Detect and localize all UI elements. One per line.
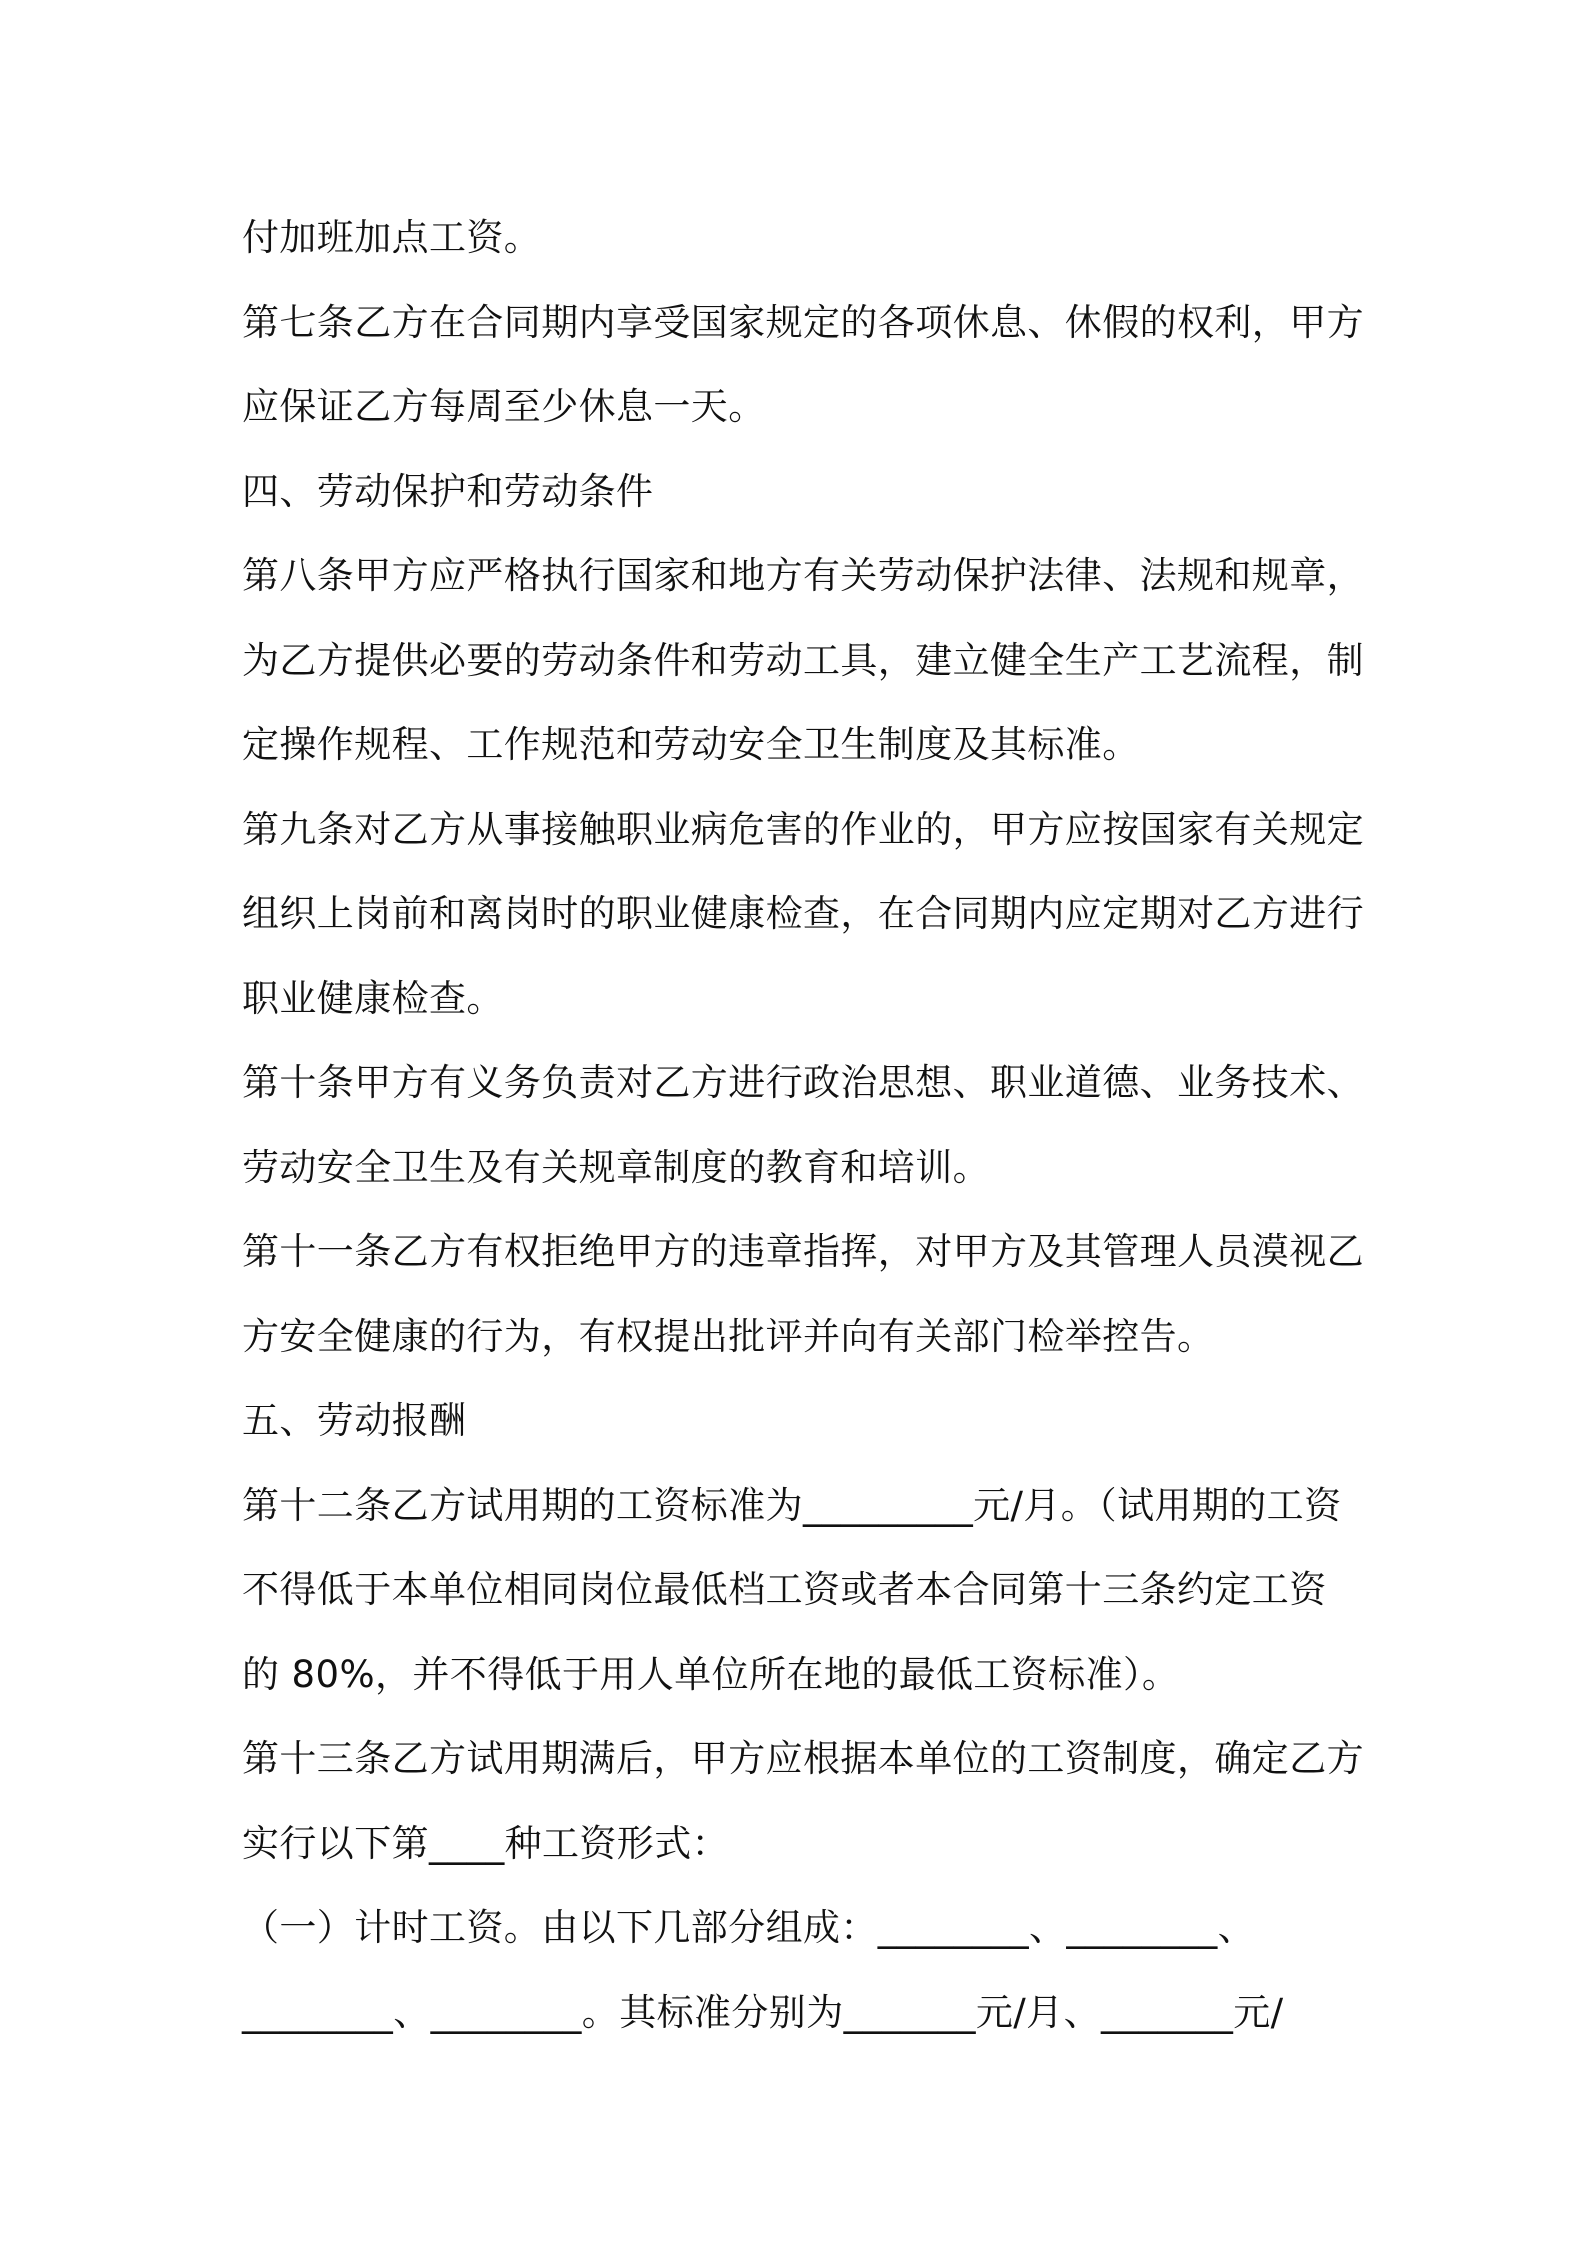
text-line: 第十一条乙方有权拒绝甲方的违章指挥，对甲方及其管理人员漠视乙	[242, 1230, 1364, 1273]
text-line: 第七条乙方在合同期内享受国家规定的各项休息、休假的权利，甲方	[242, 300, 1364, 344]
text-line: 第九条对乙方从事接触职业病危害的作业的，甲方应按国家有关规定	[242, 807, 1364, 851]
text-line: 应保证乙方每周至少休息一天。	[242, 385, 766, 428]
text-line: 组织上岗前和离岗时的职业健康检查，在合同期内应定期对乙方进行	[242, 892, 1364, 935]
text-line: （一）计时工资。由以下几部分组成：________、________、	[242, 1906, 1255, 1949]
text-line: 实行以下第____种工资形式：	[242, 1821, 729, 1865]
text-line: 第十条甲方有义务负责对乙方进行政治思想、职业道德、业务技术、	[242, 1061, 1364, 1104]
text-line: 为乙方提供必要的劳动条件和劳动工具，建立健全生产工艺流程，制	[242, 638, 1364, 682]
text-line: 第八条甲方应严格执行国家和地方有关劳动保护法律、法规和规章，	[242, 554, 1364, 597]
text-line: 方安全健康的行为，有权提出批评并向有关部门检举控告。	[242, 1314, 1215, 1358]
text-line: 第十三条乙方试用期满后，甲方应根据本单位的工资制度，确定乙方	[242, 1737, 1364, 1780]
text-line: 的 80%，并不得低于用人单位所在地的最低工资标准）。	[242, 1652, 1180, 1696]
text-line: 劳动安全卫生及有关规章制度的教育和培训。	[242, 1145, 990, 1189]
text-line: 定操作规程、工作规范和劳动安全卫生制度及其标准。	[242, 723, 1140, 766]
text-line: 付加班加点工资。	[242, 216, 542, 259]
text-line: ________、________。其标准分别为_______元/月、_______元/	[242, 1990, 1284, 2034]
text-line: 不得低于本单位相同岗位最低档工资或者本合同第十三条约定工资	[242, 1568, 1327, 1611]
text-line: 职业健康检查。	[242, 976, 504, 1020]
section-heading: 五、劳动报酬	[242, 1399, 467, 1442]
document-body	[242, 196, 1362, 2055]
text-line: 第十二条乙方试用期的工资标准为_________元/月。（试用期的工资	[242, 1483, 1342, 1527]
section-heading: 四、劳动保护和劳动条件	[242, 469, 654, 513]
